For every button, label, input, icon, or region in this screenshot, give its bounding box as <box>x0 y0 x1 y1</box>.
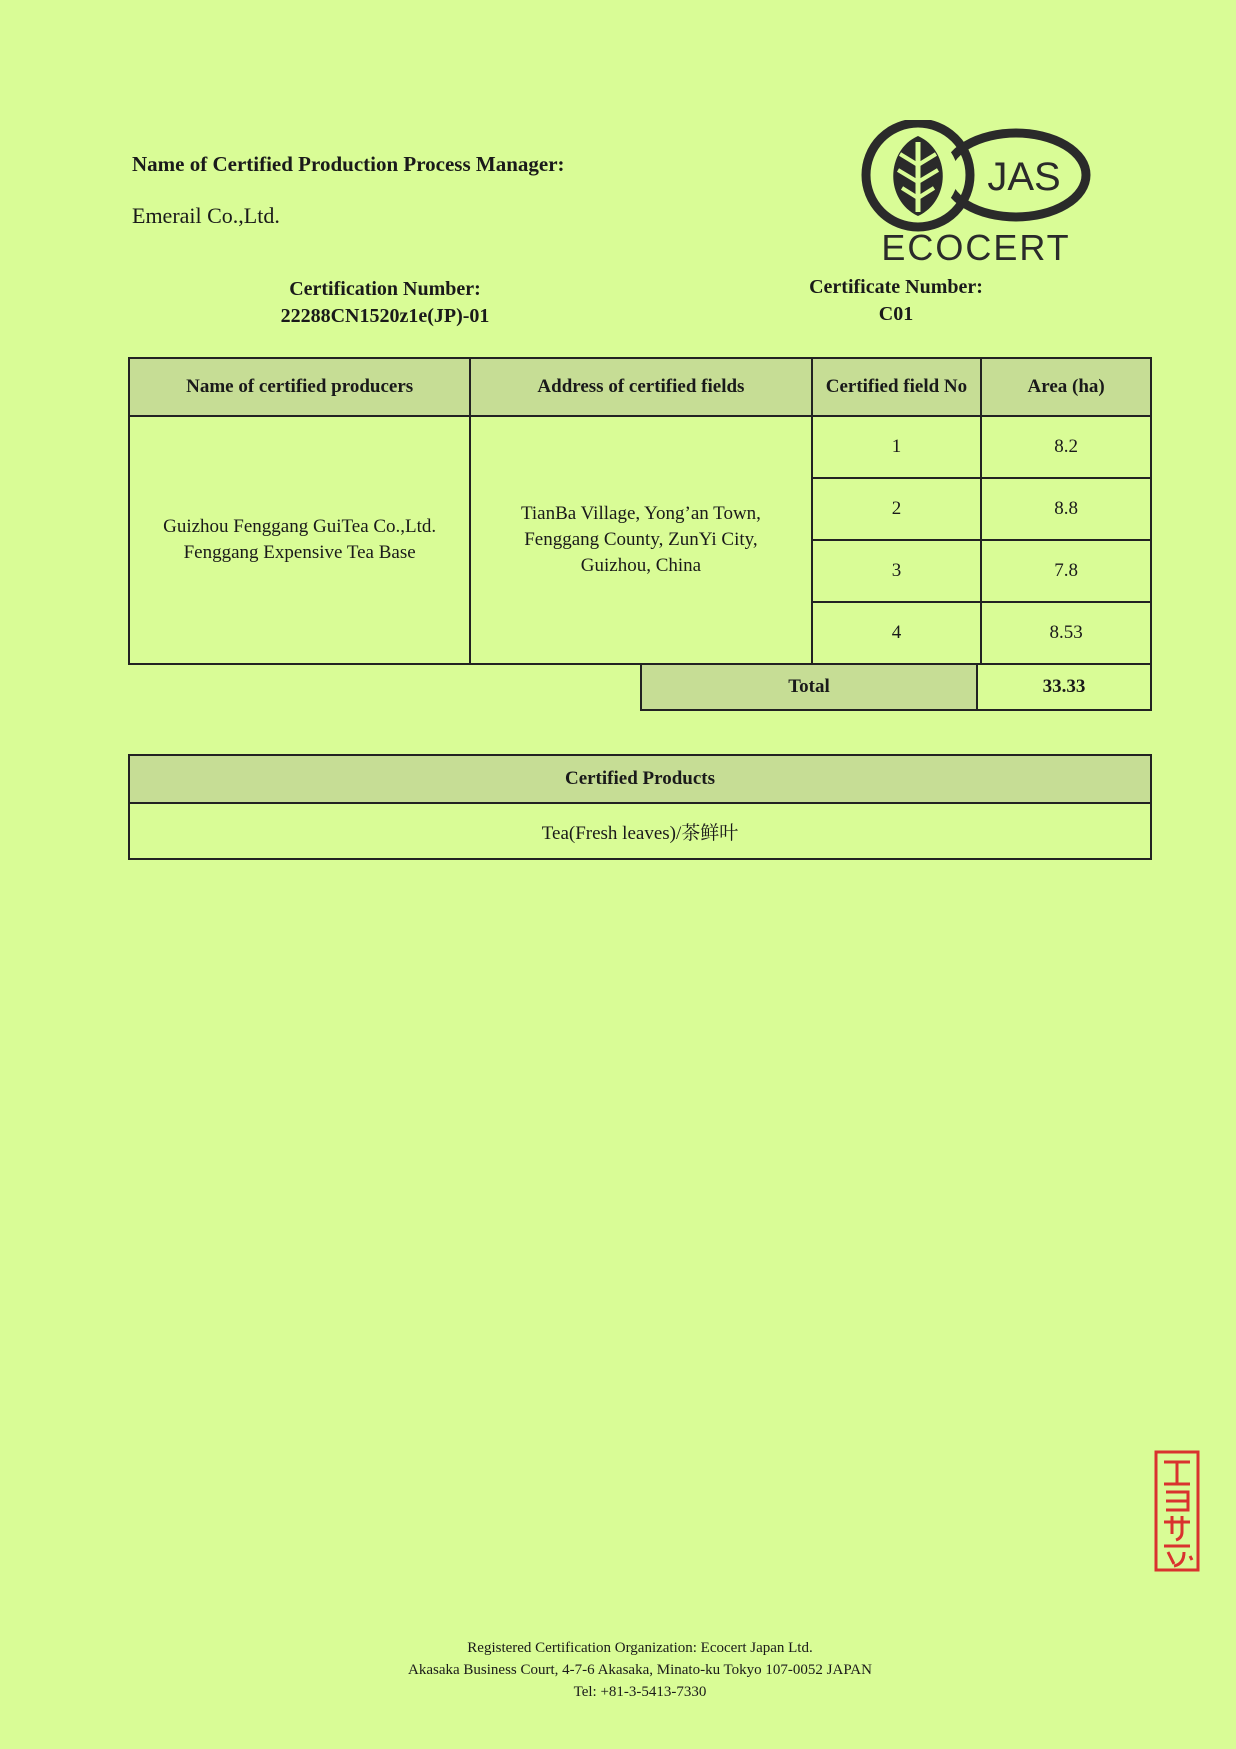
address-line: Fenggang County, ZunYi City, <box>524 529 758 550</box>
column-header-address: Address of certified fields <box>470 358 811 416</box>
certificate-number-value: C01 <box>878 303 914 325</box>
area-cell: 8.2 <box>981 416 1151 478</box>
jas-text: JAS <box>987 155 1061 199</box>
address-line: Guizhou, China <box>580 555 702 576</box>
column-header-field-no: Certified field No <box>812 358 982 416</box>
column-header-producers: Name of certified producers <box>129 358 470 416</box>
company-seal <box>1152 1448 1202 1574</box>
footer-address: Akasaka Business Court, 4-7-6 Akasaka, Minato-ku Tokyo 107-0052 JAPAN <box>408 1662 872 1678</box>
certification-number-block <box>260 276 510 330</box>
table-row <box>129 416 1151 478</box>
area-cell: 7.8 <box>981 540 1151 602</box>
total-label: Total <box>641 664 977 710</box>
field-no-cell: 4 <box>812 602 982 664</box>
producer-cell <box>129 416 470 664</box>
certified-fields-table <box>128 357 1152 665</box>
area-cell: 8.8 <box>981 478 1151 540</box>
seal-stamp-icon <box>1152 1448 1202 1574</box>
jas-logo-icon <box>856 120 1096 265</box>
certificate-number-block <box>776 274 1016 328</box>
certification-number-value: 22288CN1520z1e(JP)-01 <box>280 305 490 327</box>
certification-number-label: Certification Number: <box>289 278 481 300</box>
footer-phone: Tel: +81-3-5413-7330 <box>573 1684 707 1700</box>
producer-line: Fenggang Expensive Tea Base <box>183 542 416 563</box>
table-header-row <box>129 358 1151 416</box>
column-header-area: Area (ha) <box>981 358 1151 416</box>
footer <box>300 1637 980 1703</box>
products-header: Certified Products <box>129 755 1151 803</box>
area-cell: 8.53 <box>981 602 1151 664</box>
manager-label: Name of Certified Production Process Manager: <box>132 152 565 176</box>
field-no-cell: 2 <box>812 478 982 540</box>
field-no-cell: 3 <box>812 540 982 602</box>
manager-name: Emerail Co.,Ltd. <box>132 203 280 228</box>
jas-ecocert-logo <box>856 120 1096 265</box>
field-no-cell: 1 <box>812 416 982 478</box>
producer-line: Guizhou Fenggang GuiTea Co.,Ltd. <box>163 516 437 537</box>
ecocert-text: ECOCERT <box>881 227 1071 265</box>
total-value: 33.33 <box>977 664 1151 710</box>
address-line: TianBa Village, Yong’an Town, <box>520 503 761 524</box>
total-row <box>640 663 1152 711</box>
address-cell <box>470 416 811 664</box>
certificate-number-label: Certificate Number: <box>809 276 983 298</box>
footer-organization: Registered Certification Organization: Ecocert Japan Ltd. <box>467 1640 813 1656</box>
certified-products-table <box>128 754 1152 860</box>
product-item: Tea(Fresh leaves)/茶鲜叶 <box>129 803 1151 859</box>
